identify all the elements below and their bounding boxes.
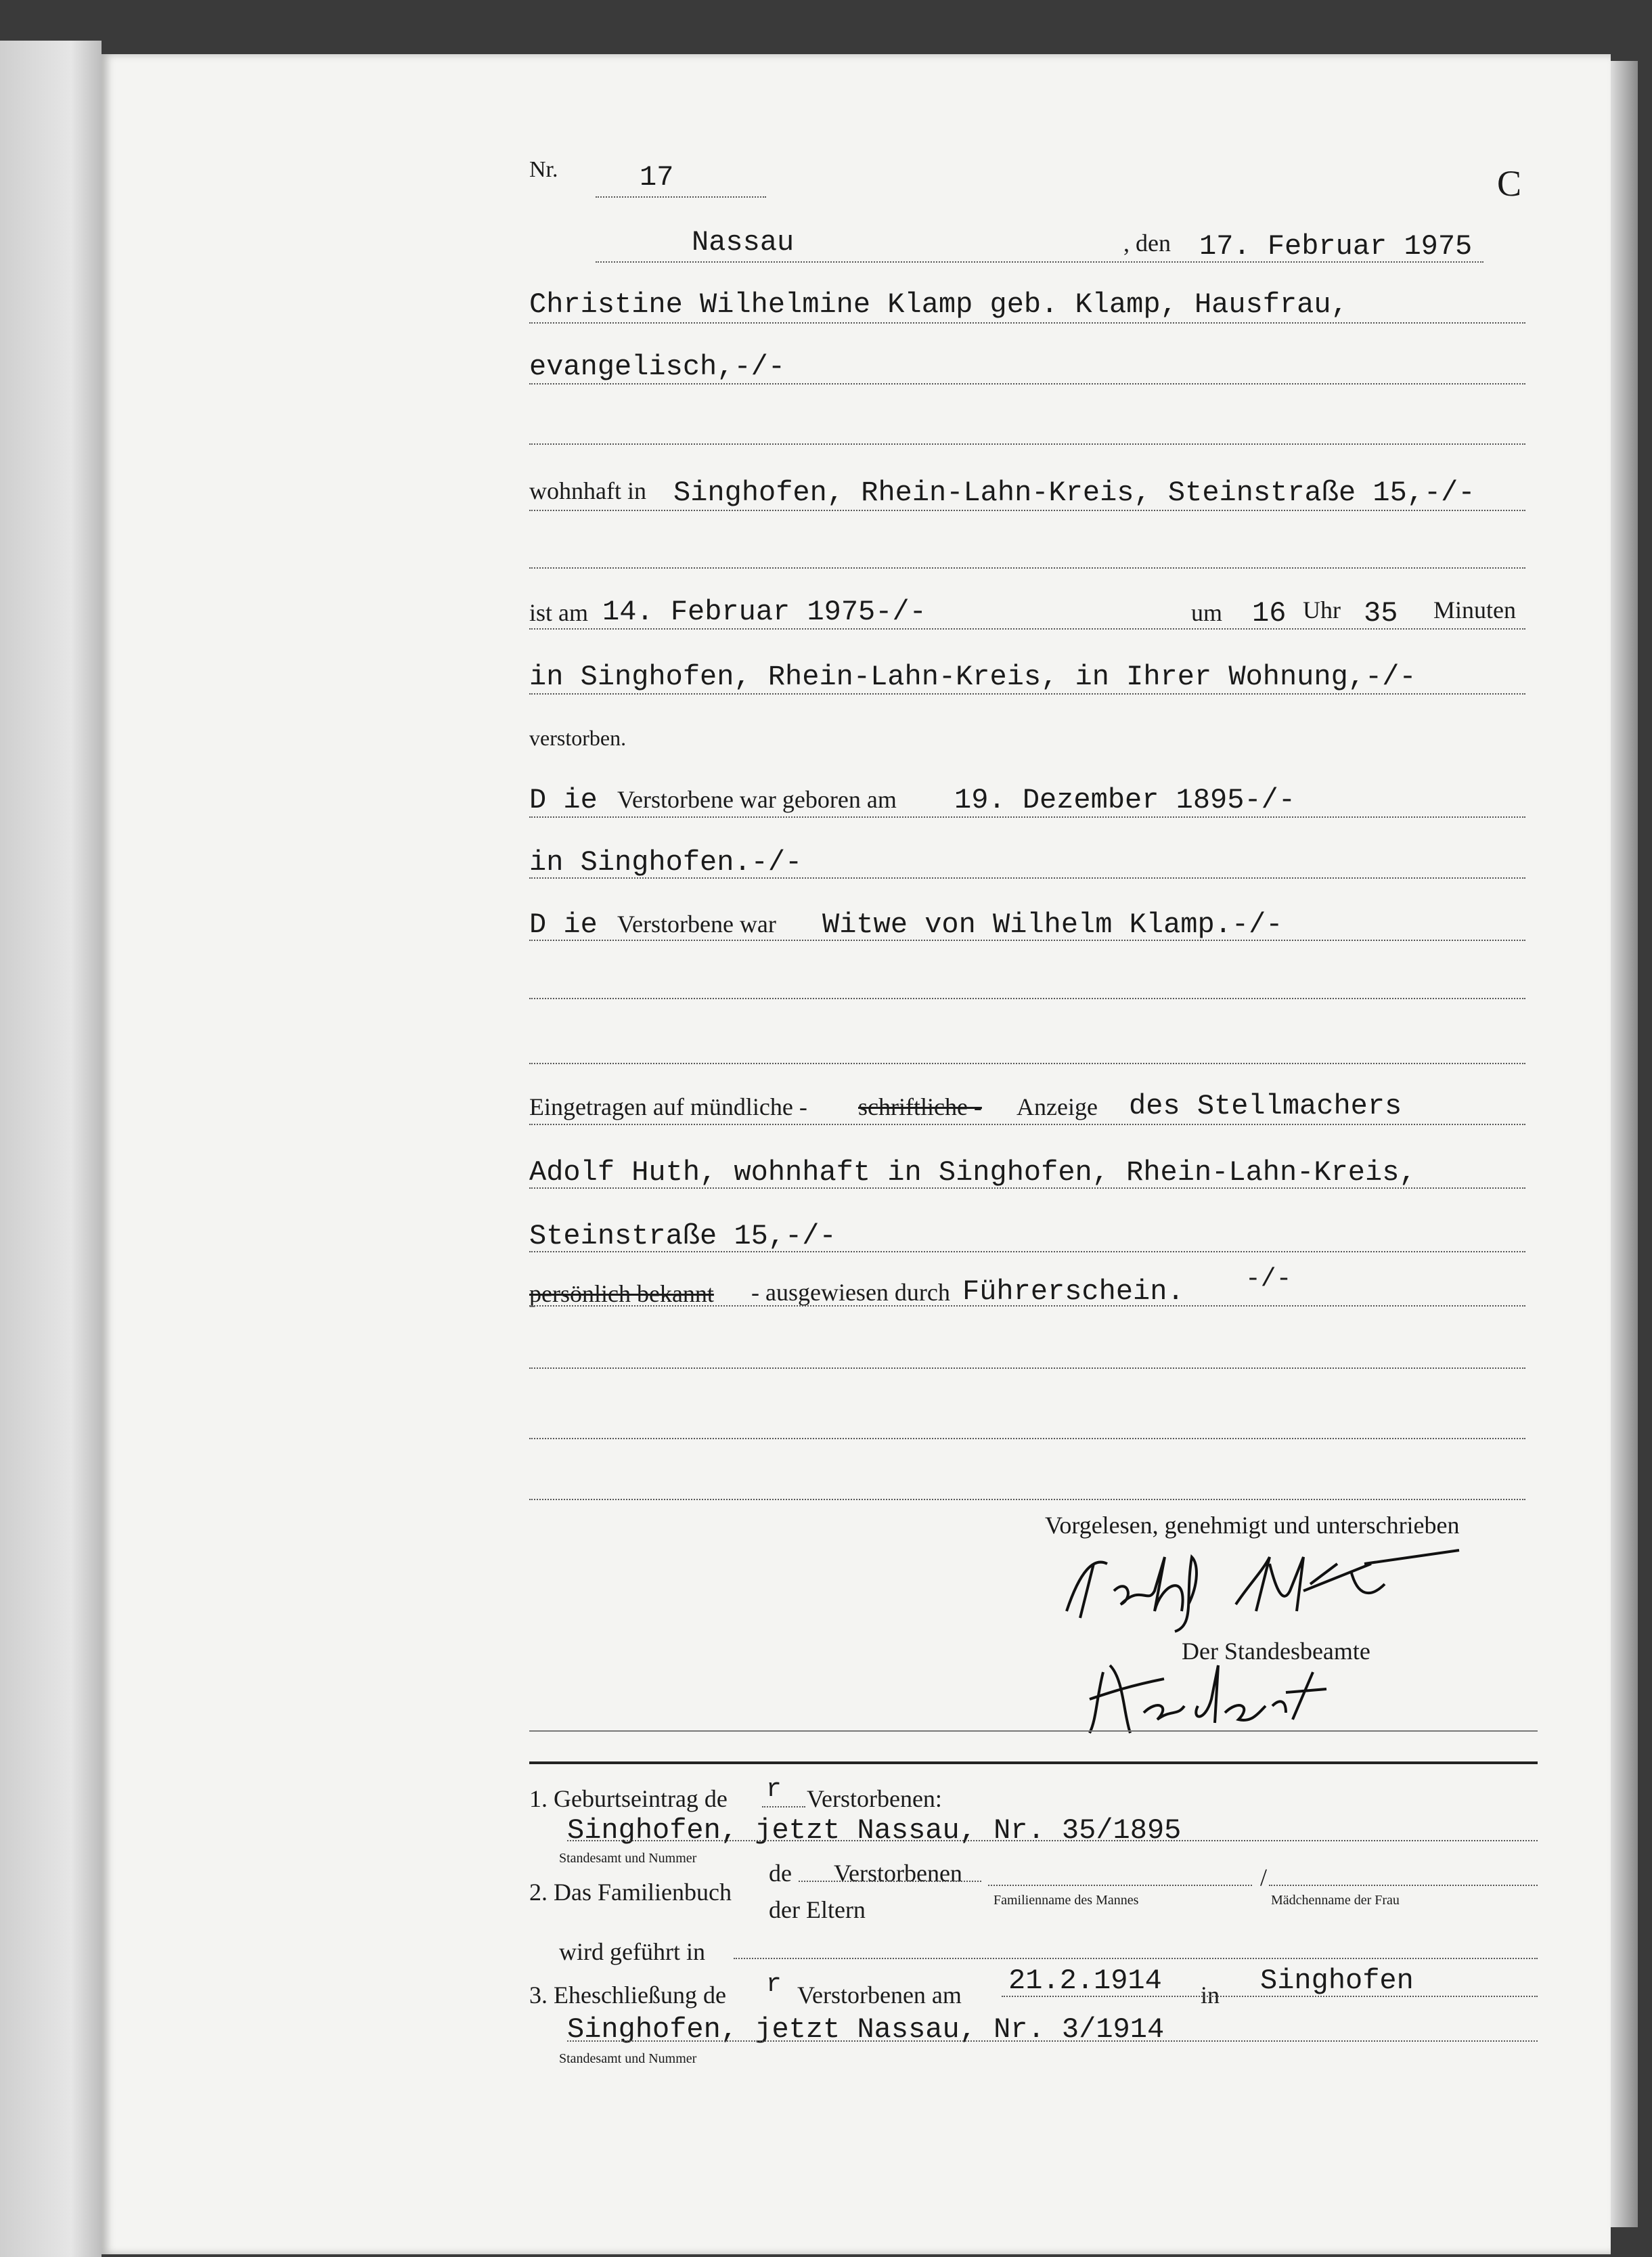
note-3-place: Singhofen bbox=[1260, 1965, 1414, 1997]
death-ist-am-label: ist am bbox=[529, 599, 588, 626]
anzeige-label: Anzeige bbox=[1017, 1093, 1098, 1120]
line-name bbox=[529, 322, 1525, 324]
note-2-de: de bbox=[769, 1860, 792, 1887]
note-2-gefuehrt: wird geführt in bbox=[559, 1938, 705, 1965]
informant-line-1: des Stellmachers bbox=[1129, 1090, 1402, 1122]
religion: evangelisch,-/- bbox=[529, 351, 786, 383]
id-suffix: -/- bbox=[1245, 1265, 1292, 1294]
line-note-3-value bbox=[567, 2040, 1538, 2042]
line-death-place bbox=[529, 693, 1525, 695]
id-label: - ausgewiesen durch bbox=[751, 1279, 950, 1306]
nr-label: Nr. bbox=[529, 157, 558, 182]
line-religion bbox=[529, 383, 1525, 385]
left-page-edge bbox=[0, 41, 102, 2257]
note-2-man-label: Familienname des Mannes bbox=[994, 1893, 1139, 1908]
line-birth bbox=[529, 816, 1525, 818]
id-struck: persönlich bekannt bbox=[529, 1280, 714, 1307]
line-note-2-verstorbenen bbox=[799, 1881, 981, 1882]
line-blank-5 bbox=[529, 1367, 1525, 1369]
line-registration bbox=[529, 1124, 1525, 1125]
line-blank-1 bbox=[529, 443, 1525, 445]
registrar-label: Der Standesbeamte bbox=[1182, 1638, 1370, 1665]
line-note-2-gefuehrt bbox=[734, 1958, 1538, 1959]
line-note-1-super bbox=[762, 1806, 805, 1807]
minuten-label: Minuten bbox=[1433, 596, 1516, 623]
uhr-label: Uhr bbox=[1303, 596, 1341, 623]
line-note-1 bbox=[567, 1840, 1538, 1841]
line-blank-2 bbox=[529, 567, 1525, 569]
residence-label: wohnhaft in bbox=[529, 477, 646, 504]
residence: Singhofen, Rhein-Lahn-Kreis, Steinstraße 15,-/- bbox=[673, 477, 1475, 509]
line-marital bbox=[529, 940, 1525, 941]
birth-place: in Singhofen.-/- bbox=[529, 846, 803, 879]
note-1-label: 1. Geburtseintrag de bbox=[529, 1785, 728, 1812]
note-2-slash: / bbox=[1260, 1864, 1268, 1891]
line-note-2-woman bbox=[1269, 1885, 1538, 1886]
notes-divider bbox=[529, 1761, 1538, 1764]
um-label: um bbox=[1191, 599, 1223, 626]
note-2-verstorbenen: Verstorbenen bbox=[834, 1860, 962, 1887]
read-approved-label: Vorgelesen, genehmigt und unterschrieben bbox=[1045, 1512, 1460, 1539]
note-3-value: Singhofen, jetzt Nassau, Nr. 3/1914 bbox=[567, 2013, 1165, 2046]
marital-label: Verstorbene war bbox=[617, 911, 776, 938]
id-document: Führerschein. bbox=[962, 1275, 1184, 1308]
note-2-eltern: der Eltern bbox=[769, 1896, 866, 1923]
line-note-2-man bbox=[988, 1885, 1252, 1886]
informant-signature bbox=[1053, 1543, 1459, 1631]
line-blank-3 bbox=[529, 998, 1525, 999]
note-3-super: r bbox=[766, 1970, 782, 1999]
line-blank-7 bbox=[529, 1499, 1525, 1500]
marital-status: Witwe von Wilhelm Klamp.-/- bbox=[822, 908, 1283, 941]
line-informant-2 bbox=[529, 1187, 1525, 1189]
registrar-signature bbox=[1083, 1659, 1340, 1740]
standesamt-label-1: Standesamt und Nummer bbox=[559, 1851, 697, 1866]
right-page-edge bbox=[1611, 61, 1638, 2227]
note-2-label: 2. Das Familienbuch bbox=[529, 1879, 732, 1906]
informant-line-3: Steinstraße 15,-/- bbox=[529, 1220, 836, 1252]
nr-underline bbox=[596, 196, 766, 198]
note-1-value: Singhofen, jetzt Nassau, Nr. 35/1895 bbox=[567, 1814, 1182, 1847]
registration-label: Eingetragen auf mündliche - bbox=[529, 1093, 807, 1120]
line-place bbox=[596, 261, 1483, 263]
verstorben-label: verstorben. bbox=[529, 726, 627, 750]
line-blank-6 bbox=[529, 1438, 1525, 1439]
line-note-3 bbox=[1002, 1996, 1538, 1997]
note-2-woman-label: Mädchenname der Frau bbox=[1271, 1893, 1400, 1908]
registration-struck: schriftliche - bbox=[858, 1093, 982, 1120]
document-date: 17. Februar 1975 bbox=[1199, 230, 1473, 263]
death-hour: 16 bbox=[1252, 597, 1287, 630]
signature-baseline bbox=[529, 1730, 1538, 1732]
line-residence bbox=[529, 510, 1525, 511]
note-3-label-mid: Verstorbenen am bbox=[797, 1981, 962, 2009]
standesamt-label-2: Standesamt und Nummer bbox=[559, 2051, 697, 2066]
note-3-date: 21.2.1914 bbox=[1008, 1965, 1162, 1997]
note-1-super: r bbox=[766, 1775, 782, 1804]
line-death-date bbox=[529, 628, 1525, 630]
death-date: 14. Februar 1975-/- bbox=[602, 596, 927, 628]
informant-line-2: Adolf Huth, wohnhaft in Singhofen, Rhein-Lahn-Kreis, bbox=[529, 1156, 1416, 1189]
line-blank-4 bbox=[529, 1063, 1525, 1064]
place: Nassau bbox=[692, 226, 795, 259]
note-3-in: in bbox=[1201, 1981, 1220, 2009]
den-label: , den bbox=[1123, 229, 1171, 257]
line-informant-3 bbox=[529, 1251, 1525, 1252]
note-1-label-end: Verstorbenen: bbox=[807, 1785, 942, 1812]
nr-value: 17 bbox=[640, 161, 674, 194]
death-place: in Singhofen, Rhein-Lahn-Kreis, in Ihrer Wohnung,-/- bbox=[529, 661, 1416, 693]
line-id bbox=[529, 1305, 1525, 1307]
death-minutes: 35 bbox=[1364, 597, 1398, 630]
birth-label: Verstorbene war geboren am bbox=[617, 786, 897, 813]
register-letter: C bbox=[1497, 163, 1522, 204]
deceased-name: Christine Wilhelmine Klamp geb. Klamp, Hausfrau, bbox=[529, 288, 1348, 321]
line-birth-place bbox=[529, 877, 1525, 879]
note-3-label: 3. Eheschließung de bbox=[529, 1981, 726, 2009]
birth-date: 19. Dezember 1895-/- bbox=[954, 784, 1296, 816]
birth-prefix: D ie bbox=[529, 784, 598, 816]
marital-prefix: D ie bbox=[529, 908, 598, 941]
